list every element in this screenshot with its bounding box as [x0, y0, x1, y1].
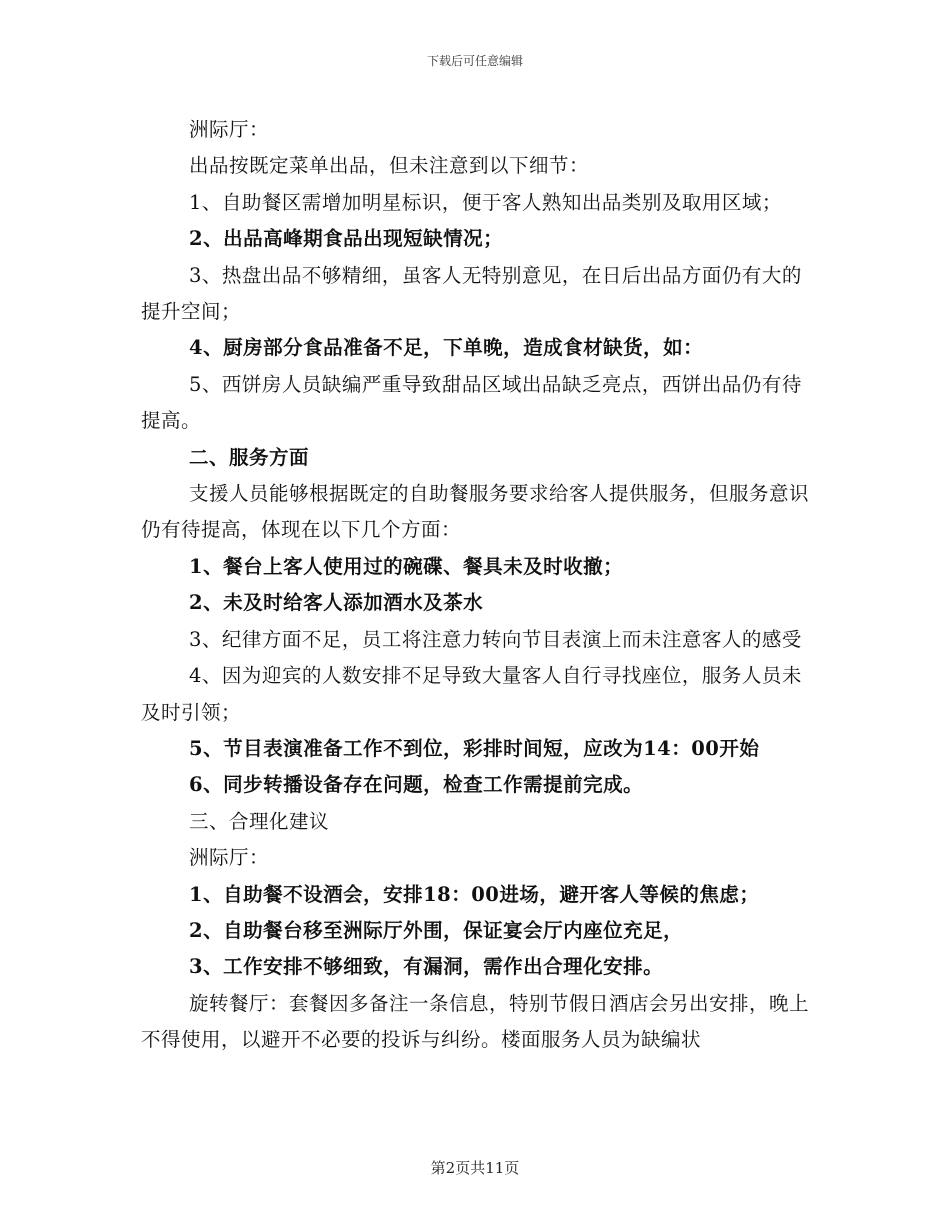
page-header: 下载后可任意编辑	[426, 54, 523, 68]
paragraph: 洲际厅：	[189, 846, 270, 870]
paragraph: 1、自助餐不设酒会，安排18：00进场，避开客人等候的焦虑；	[189, 882, 760, 906]
section-heading: 三、合理化建议	[189, 809, 330, 833]
paragraph: 2、未及时给客人添加酒水及茶水	[189, 591, 484, 615]
paragraph: 出品按既定菜单出品，但未注意到以下细节：	[189, 154, 590, 178]
section-heading: 二、服务方面	[189, 445, 310, 469]
paragraph: 2、出品高峰期食品出现短缺情况；	[189, 227, 504, 251]
page-footer: 第2页共11页	[430, 1159, 520, 1177]
document-body	[141, 112, 811, 1059]
paragraph: 洲际厅：	[189, 118, 270, 141]
paragraph: 1、餐台上客人使用过的碗碟、餐具未及时收撤；	[189, 554, 624, 578]
paragraph: 6、同步转播设备存在问题，检查工作需提前完成。	[189, 773, 644, 797]
paragraph: 5、西饼房人员缺编严重导致甜品区域出品缺乏亮点，西饼出品仍有待提高。	[141, 372, 802, 433]
paragraph: 4、厨房部分食品准备不足，下单晚，造成食材缺货，如：	[189, 336, 704, 360]
paragraph: 旋转餐厅：套餐因多备注一条信息，特别节假日酒店会另出安排，晚上不得使用，以避开不必要的投诉与纠纷。楼面服务人员为缺编状	[141, 991, 810, 1052]
paragraph: 3、热盘出品不够精细，虽客人无特别意见，在日后出品方面仍有大的提升空间；	[141, 263, 802, 324]
paragraph: 支援人员能够根据既定的自助餐服务要求给客人提供服务，但服务意识仍有待提高，体现在以下几个方面：	[141, 482, 810, 542]
paragraph: 3、纪律方面不足，员工将注意力转向节目表演上而未注意客人的感受	[189, 627, 802, 651]
paragraph: 3、工作安排不够细致，有漏洞，需作出合理化安排。	[189, 955, 664, 979]
paragraph: 4、因为迎宾的人数安排不足导致大量客人自行寻找座位，服务人员未及时引领；	[141, 664, 802, 724]
paragraph: 1、自助餐区需增加明星标识，便于客人熟知出品类别及取用区域；	[189, 190, 782, 214]
paragraph: 2、自助餐台移至洲际厅外围，保证宴会厅内座位充足，	[189, 918, 684, 942]
paragraph: 5、节目表演准备工作不到位，彩排时间短，应改为14：00开始	[189, 736, 760, 760]
